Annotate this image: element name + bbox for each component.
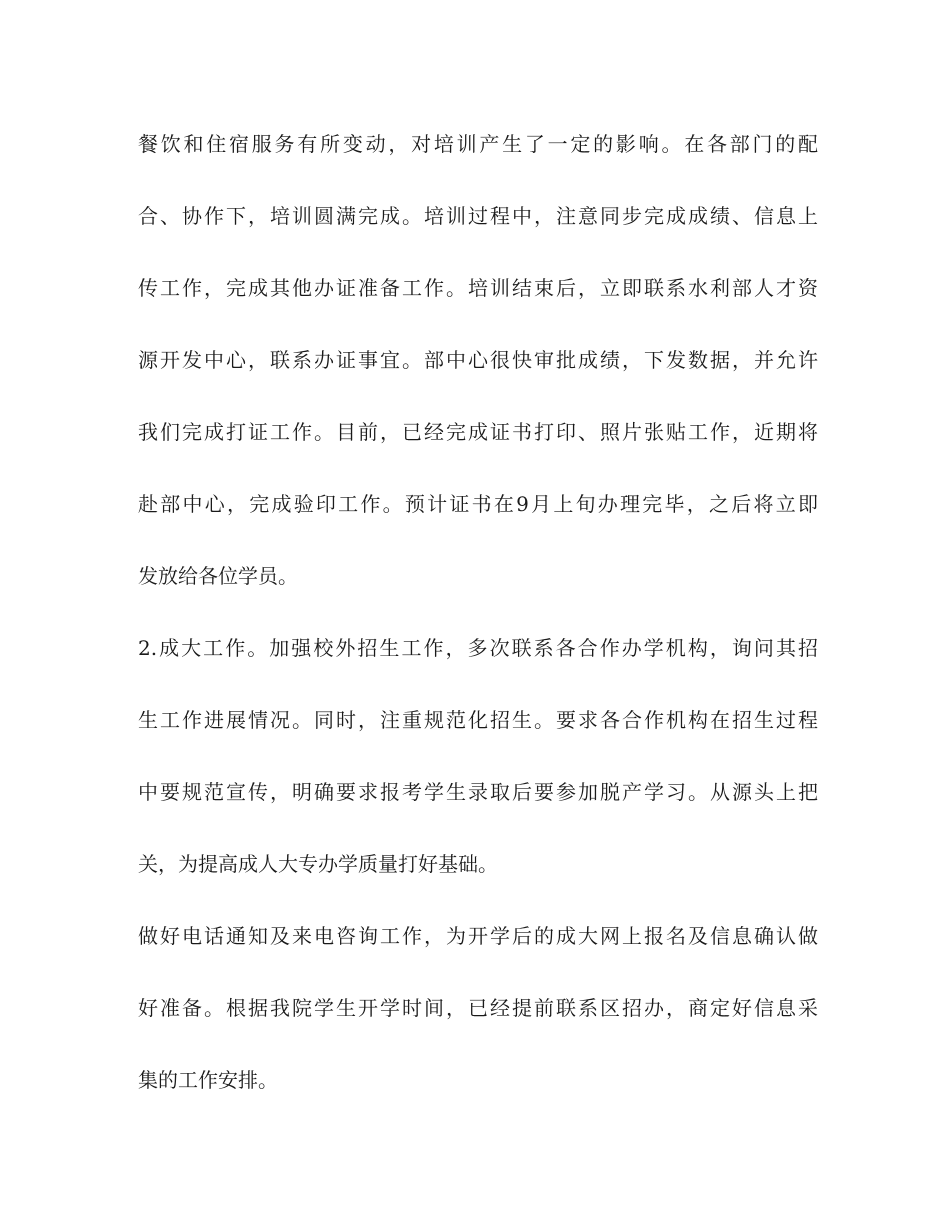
text-line: 中要规范宣传，明确要求报考学生录取后要参加脱产学习。从源头上把 <box>138 780 818 804</box>
text-line: 合、协作下，培训圆满完成。培训过程中，注意同步完成成绩、信息上 <box>138 204 818 228</box>
text-line: 做好电话通知及来电咨询工作，为开学后的成大网上报名及信息确认做 <box>138 924 818 948</box>
text-line: 餐饮和住宿服务有所变动，对培训产生了一定的影响。在各部门的配 <box>138 132 818 156</box>
text-line: 源开发中心，联系办证事宜。部中心很快审批成绩，下发数据，并允许 <box>138 348 818 372</box>
text-line: 2.成大工作。加强校外招生工作，多次联系各合作办学机构，询问其招 <box>138 636 818 660</box>
text-line: 传工作，完成其他办证准备工作。培训结束后，立即联系水利部人才资 <box>138 276 818 300</box>
text-line: 赴部中心，完成验印工作。预计证书在9月上旬办理完毕，之后将立即 <box>138 492 818 516</box>
text-line: 好准备。根据我院学生开学时间，已经提前联系区招办，商定好信息采 <box>138 996 818 1020</box>
text-line: 生工作进展情况。同时，注重规范化招生。要求各合作机构在招生过程 <box>138 708 818 732</box>
text-line: 集的工作安排。 <box>138 1068 278 1092</box>
text-line: 我们完成打证工作。目前，已经完成证书打印、照片张贴工作，近期将 <box>138 420 818 444</box>
body-text <box>138 118 818 1126</box>
text-line: 发放给各位学员。 <box>138 564 298 588</box>
text-line: 关，为提高成人大专办学质量打好基础。 <box>138 852 498 876</box>
